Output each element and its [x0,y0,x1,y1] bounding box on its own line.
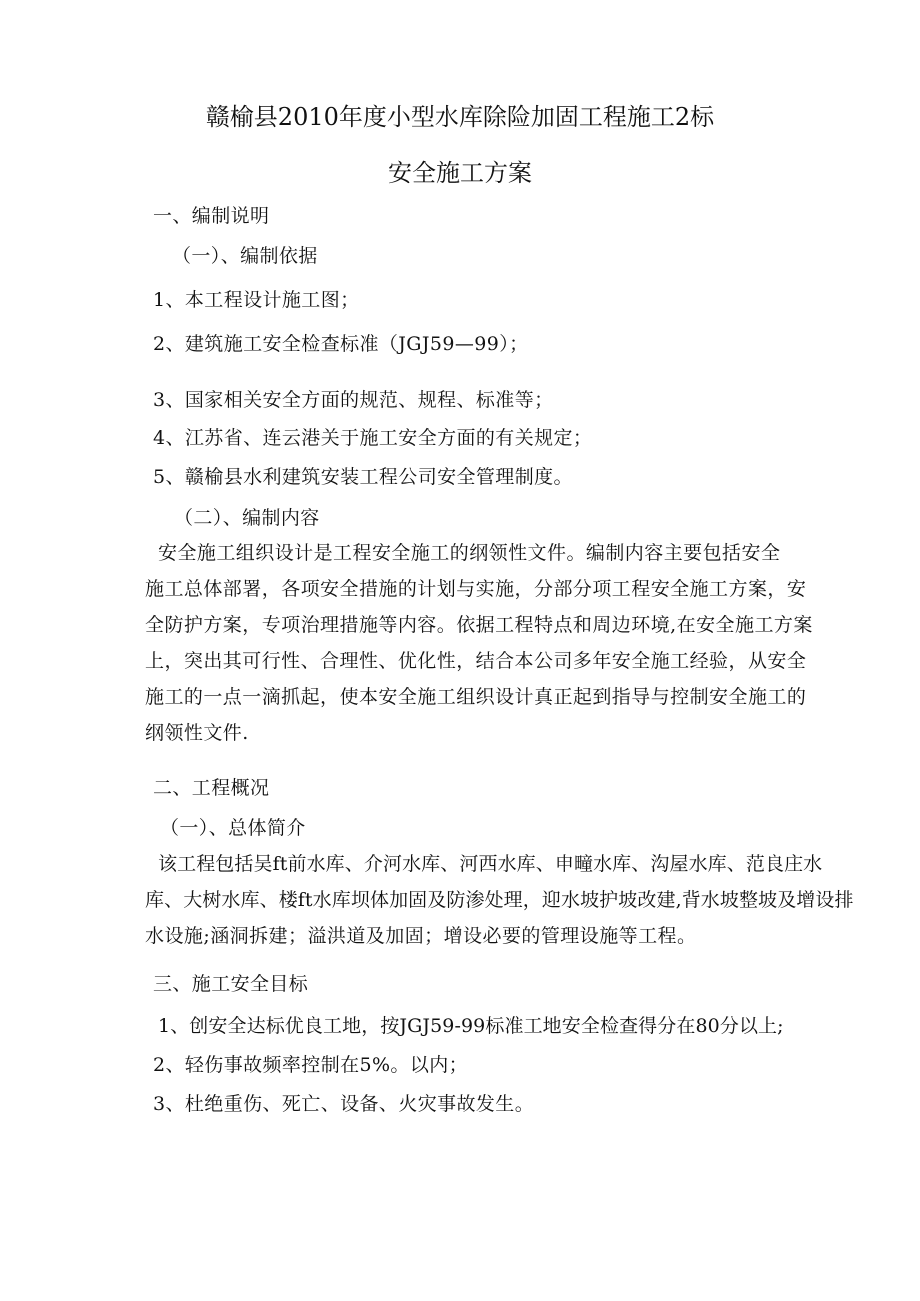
paragraph-line: 纲领性文件. [145,722,249,744]
paragraph-line: 上，突出其可行性、合理性、优化性，结合本公司多年安全施工经验，从安全 [145,650,807,672]
subsection-2-1-heading: （一）、总体简介 [160,817,306,839]
paragraph-line: 水设施;涵洞拆建；溢洪道及加固；增设必要的管理设施等工程。 [145,925,697,947]
basis-item-1: 1、本工程设计施工图； [153,289,360,311]
subsection-1-1-heading: （一）、编制依据 [172,245,318,267]
section-3-heading: 三、施工安全目标 [153,973,309,995]
safety-goal-1: 1、创安全达标优良工地，按JGJ59-99标准工地安全检查得分在80分以上; [158,1015,784,1037]
subsection-1-2-heading: （二）、编制内容 [174,507,320,529]
document-title: 赣榆县2010年度小型水库除险加固工程施工2标 [205,103,715,131]
section-2-heading: 二、工程概况 [153,777,270,799]
paragraph-line: 安全施工组织设计是工程安全施工的纲领性文件。编制内容主要包括安全 [158,542,781,564]
safety-goal-2: 2、轻伤事故频率控制在5%。以内； [153,1054,469,1076]
overview-paragraph [145,852,854,960]
basis-item-5: 5、赣榆县水利建筑安装工程公司安全管理制度。 [153,466,573,488]
section-1-heading: 一、编制说明 [153,205,270,227]
paragraph-line: 库、大树水库、楼ft水库坝体加固及防渗处理，迎水坡护坡改建,背水坡整坡及增设排 [145,889,854,911]
paragraph-line: 该工程包括吴ft前水库、介河水库、河西水库、申疃水库、沟屋水库、范良庄水 [158,853,823,875]
basis-item-4: 4、江苏省、连云港关于施工安全方面的有关规定； [153,427,593,449]
paragraph-line: 施工的一点一滴抓起，使本安全施工组织设计真正起到指导与控制安全施工的 [145,686,807,708]
paragraph-line: 施工总体部署，各项安全措施的计划与实施，分部分项工程安全施工方案，安 [145,578,807,600]
document-subtitle: 安全施工方案 [388,159,532,187]
paragraph-line: 全防护方案，专项治理措施等内容。依据工程特点和周边环境,在安全施工方案 [145,614,813,636]
basis-item-3: 3、国家相关安全方面的规范、规程、标准等； [153,389,554,411]
safety-goal-3: 3、杜绝重伤、死亡、设备、火灾事故发生。 [153,1093,535,1115]
basis-item-2: 2、建筑施工安全检查标准（JGJ59—99）； [153,333,529,355]
compilation-content-paragraph [145,541,813,757]
